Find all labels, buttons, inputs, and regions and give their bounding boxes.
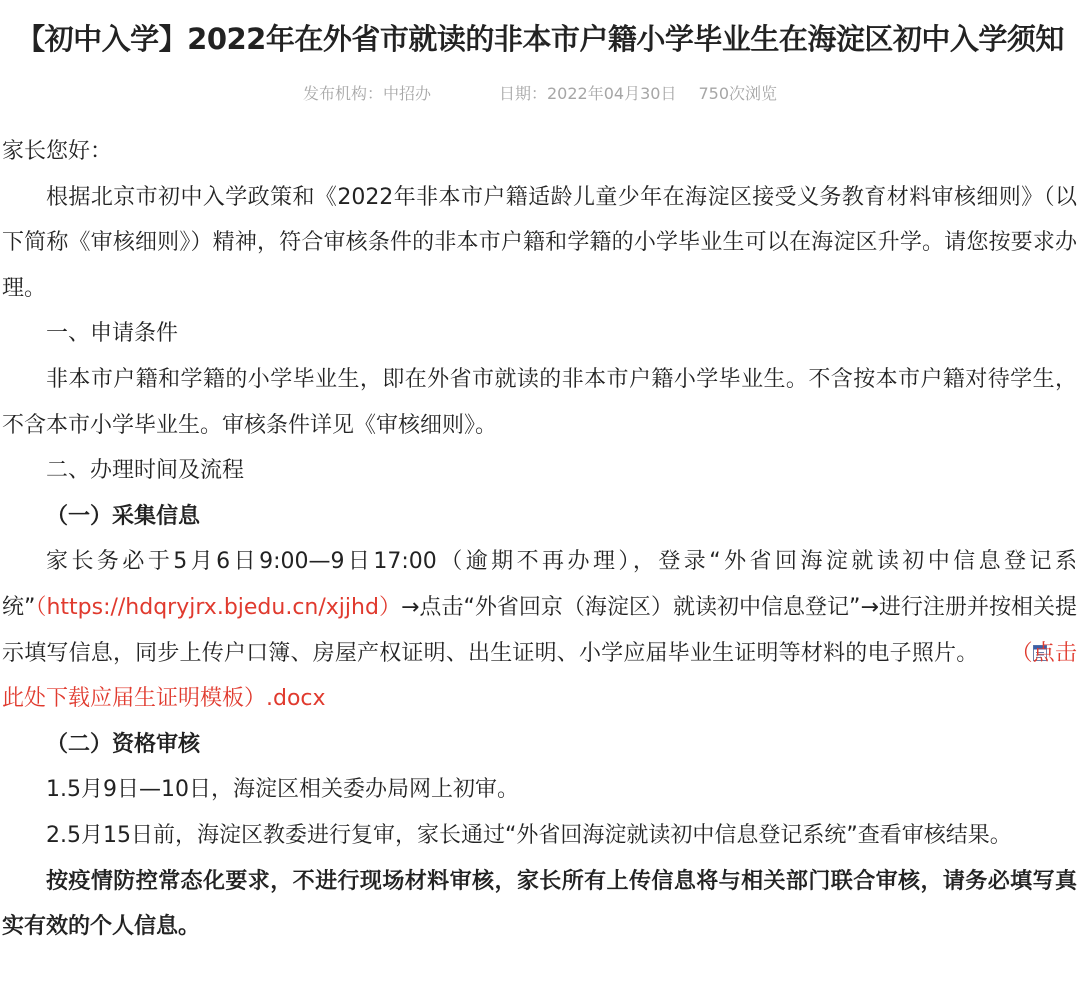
notice-paragraph: 按疫情防控常态化要求，不进行现场材料审核，家长所有上传信息将与相关部门联合审核，请务必填写真实有效的个人信息。 <box>2 868 1077 940</box>
sub1-text-a: 家长务必于5月6日9:00—9日17:00（逾期不再办理），登录“外省回海淀就读初中信息登记系统” <box>2 549 1077 620</box>
article-title: 【初中入学】2022年在外省市就读的非本市户籍小学毕业生在海淀区初中入学须知 <box>16 22 1064 56</box>
publish-date: 日期：2022年04月30日 <box>499 84 677 103</box>
greeting: 家长您好： <box>2 139 113 164</box>
sub2-item-1: 1.5月9日—10日，海淀区相关委办局网上初审。 <box>46 777 519 803</box>
section1-body: 非本市户籍和学籍的小学毕业生，即在外省市就读的非本市户籍小学毕业生。不含按本市户籍对待学生，不含本市小学毕业生。审核条件详见《审核细则》。 <box>2 366 1077 438</box>
sub2-item-2: 2.5月15日前，海淀区教委进行复审，家长通过“外省回海淀就读初中信息登记系统”查看审核结果。 <box>46 822 1012 848</box>
view-count: 750次浏览 <box>698 84 777 103</box>
publisher-label: 发布机构：中招办 <box>302 84 431 103</box>
download-template-link[interactable]: （点击此处下载应届生证明模板）.docx <box>2 640 1077 712</box>
article-body <box>2 129 1077 950</box>
sub2-heading: （二）资格审核 <box>46 731 201 757</box>
section2-heading: 二、办理时间及流程 <box>46 458 245 484</box>
intro-paragraph: 根据北京市初中入学政策和《2022年非本市户籍适龄儿童少年在海淀区接受义务教育材料审核细则》（以下简称《审核细则》）精神，符合审核条件的非本市户籍和学籍的小学毕业生可以在海淀区升学。请您按要求办理。 <box>2 184 1077 301</box>
sub1-heading: （一）采集信息 <box>46 503 201 529</box>
sub1-paragraph <box>2 539 1077 721</box>
sub1-text-b: →点击“外省回京（海淀区）就读初中信息登记”→进行注册并按相关提示填写信息，同步上传户口簿、房屋产权证明、出生证明、小学应届毕业生证明等材料的电子照片。 <box>2 594 1077 666</box>
system-url-link[interactable]: （https://hdqryjrx.bjedu.cn/xjjhd） <box>35 594 401 620</box>
word-document-icon[interactable] <box>988 633 1004 651</box>
article-meta <box>0 80 1080 108</box>
section1-heading: 一、申请条件 <box>46 321 179 347</box>
